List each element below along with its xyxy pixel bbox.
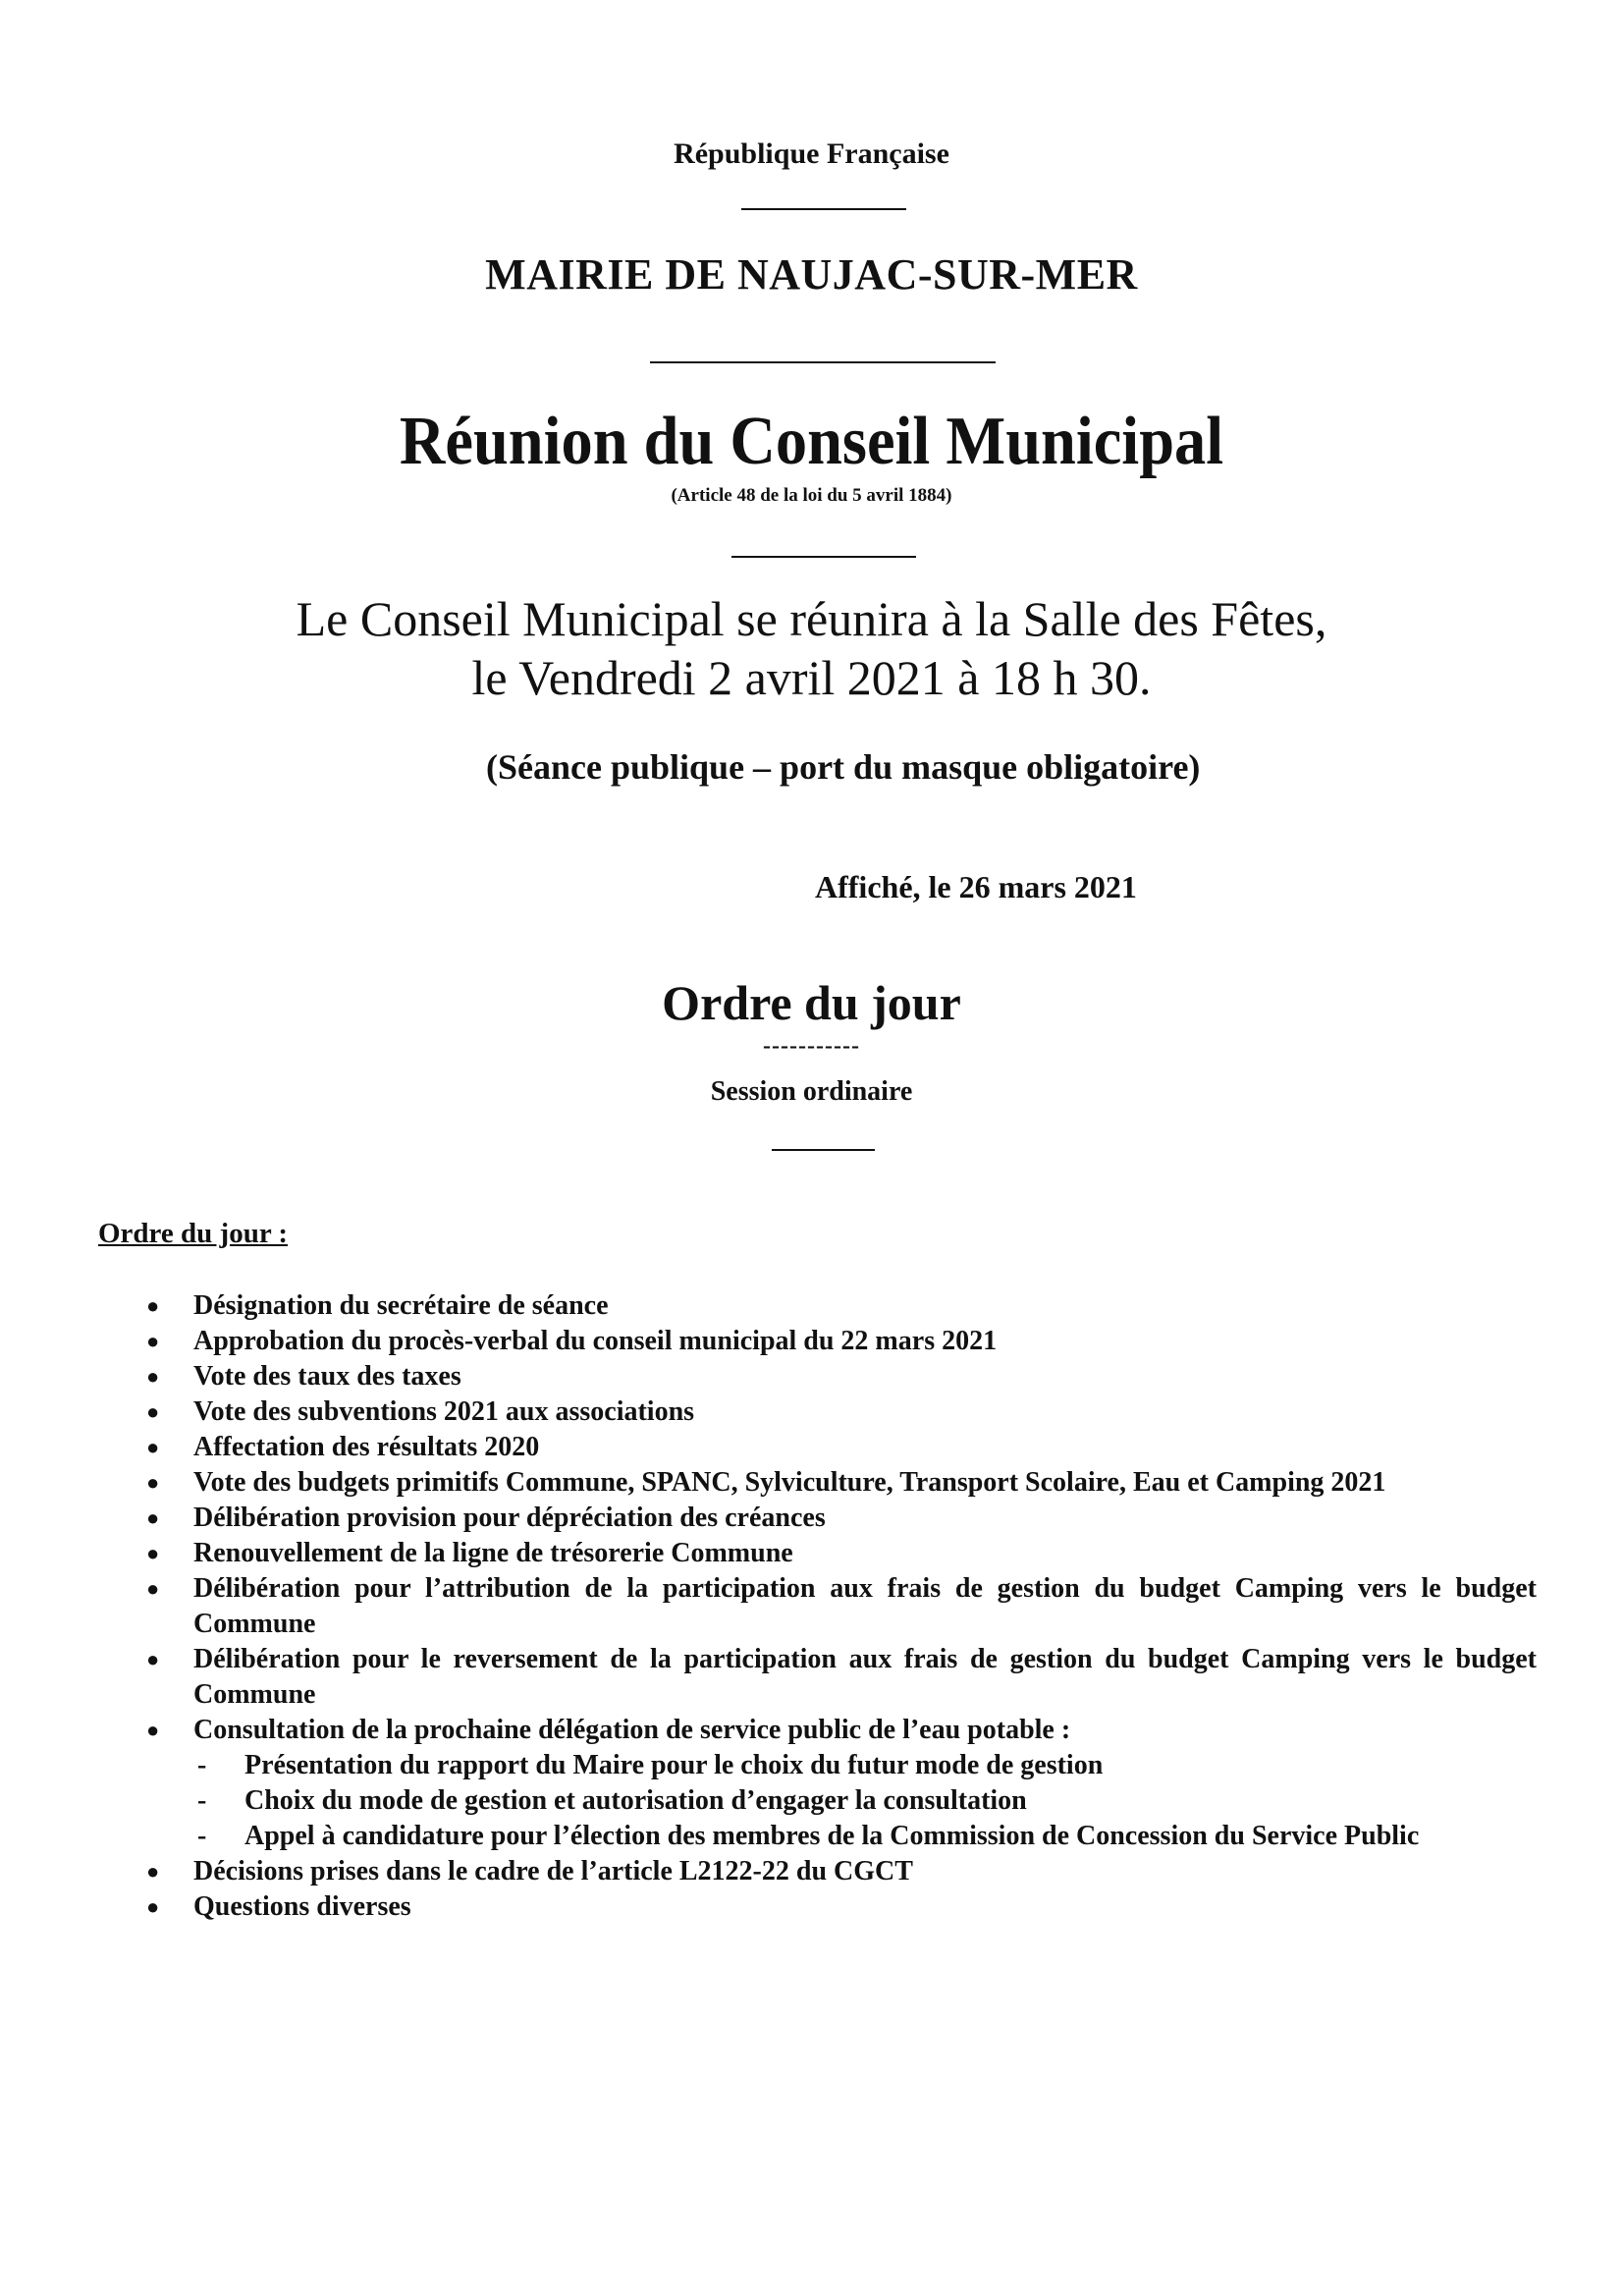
agenda-item: ● Renouvellement de la ligne de trésorerie Commune xyxy=(142,1536,1537,1571)
agenda-item: ● Désignation du secrétaire de séance xyxy=(142,1288,1537,1324)
bullet-icon: ● xyxy=(146,1364,160,1389)
bullet-icon: ● xyxy=(146,1859,160,1884)
bullet-icon: ● xyxy=(146,1329,160,1353)
agenda-item: ● Vote des taux des taxes xyxy=(142,1359,1537,1394)
bullet-icon: ● xyxy=(146,1541,160,1565)
page-title: Réunion du Conseil Municipal xyxy=(399,404,1224,479)
dash-icon: - xyxy=(197,1821,207,1851)
bullet-icon: ● xyxy=(146,1576,160,1601)
affiche-date: Affiché, le 26 mars 2021 xyxy=(815,869,1137,904)
agenda-subitem: - Choix du mode de gestion et autorisation d’engager la consultation xyxy=(193,1783,1537,1819)
bullet-icon: ● xyxy=(146,1647,160,1671)
convocation-line-1: Le Conseil Municipal se réunira à la Salle des Fêtes, xyxy=(296,591,1327,646)
republique-francaise: République Française xyxy=(674,137,949,170)
convocation-text xyxy=(0,589,1623,707)
divider-3 xyxy=(731,556,916,558)
agenda-item: ● Vote des budgets primitifs Commune, SPANC, Sylviculture, Transport Scolaire, Eau et Camping 2021 xyxy=(142,1465,1537,1501)
bullet-icon: ● xyxy=(146,1470,160,1495)
bullet-icon: ● xyxy=(146,1399,160,1424)
agenda-list xyxy=(142,1288,1537,1925)
bullet-icon: ● xyxy=(146,1894,160,1919)
agenda-subitem: - Présentation du rapport du Maire pour le choix du futur mode de gestion xyxy=(193,1748,1537,1783)
session-type: Session ordinaire xyxy=(710,1076,913,1107)
mairie-name: MAIRIE DE NAUJAC-SUR-MER xyxy=(485,250,1138,299)
ordre-du-jour-title: Ordre du jour xyxy=(662,975,961,1030)
dashed-separator: ----------- xyxy=(763,1033,860,1059)
bullet-icon: ● xyxy=(146,1505,160,1530)
agenda-sublist xyxy=(193,1748,1537,1854)
agenda-heading: Ordre du jour : xyxy=(98,1218,289,1249)
seance-publique-note: (Séance publique – port du masque obligatoire) xyxy=(486,747,1201,787)
agenda-item: ● Consultation de la prochaine délégation de service public de l’eau potable : - Présentation du rapport du Maire pour le choix du futur mode de gestion - Choix du mode de gestion et autorisation d’engager la consultation - Appel à candidature pour l’élection des membres de la Commission de Concession du Service Public xyxy=(142,1713,1537,1854)
bullet-icon: ● xyxy=(146,1435,160,1459)
divider-2 xyxy=(650,361,996,363)
agenda-item: ● Questions diverses xyxy=(142,1889,1537,1925)
agenda-item: ● Délibération pour l’attribution de la participation aux frais de gestion du budget Camping vers le budget Commune xyxy=(146,1573,1537,1639)
dash-icon: - xyxy=(197,1785,207,1816)
convocation-line-2: le Vendredi 2 avril 2021 à 18 h 30. xyxy=(471,650,1152,705)
article-reference: (Article 48 de la loi du 5 avril 1884) xyxy=(671,485,952,506)
divider-1 xyxy=(741,208,906,210)
bullet-icon: ● xyxy=(146,1293,160,1318)
agenda-item: ● Décisions prises dans le cadre de l’article L2122-22 du CGCT xyxy=(142,1854,1537,1889)
agenda-subitem: - Appel à candidature pour l’élection des membres de la Commission de Concession du Service Public xyxy=(193,1819,1537,1854)
agenda-item: ● Vote des subventions 2021 aux associations xyxy=(142,1394,1537,1430)
dash-icon: - xyxy=(197,1750,207,1780)
agenda-item: ● Délibération provision pour dépréciation des créances xyxy=(142,1501,1537,1536)
bullet-icon: ● xyxy=(146,1718,160,1742)
agenda-item: ● Délibération pour le reversement de la participation aux frais de gestion du budget Camping vers le budget Commune xyxy=(146,1644,1537,1710)
divider-4 xyxy=(772,1149,875,1151)
agenda-item: ● Approbation du procès-verbal du conseil municipal du 22 mars 2021 xyxy=(142,1324,1537,1359)
agenda-item: ● Affectation des résultats 2020 xyxy=(142,1430,1537,1465)
